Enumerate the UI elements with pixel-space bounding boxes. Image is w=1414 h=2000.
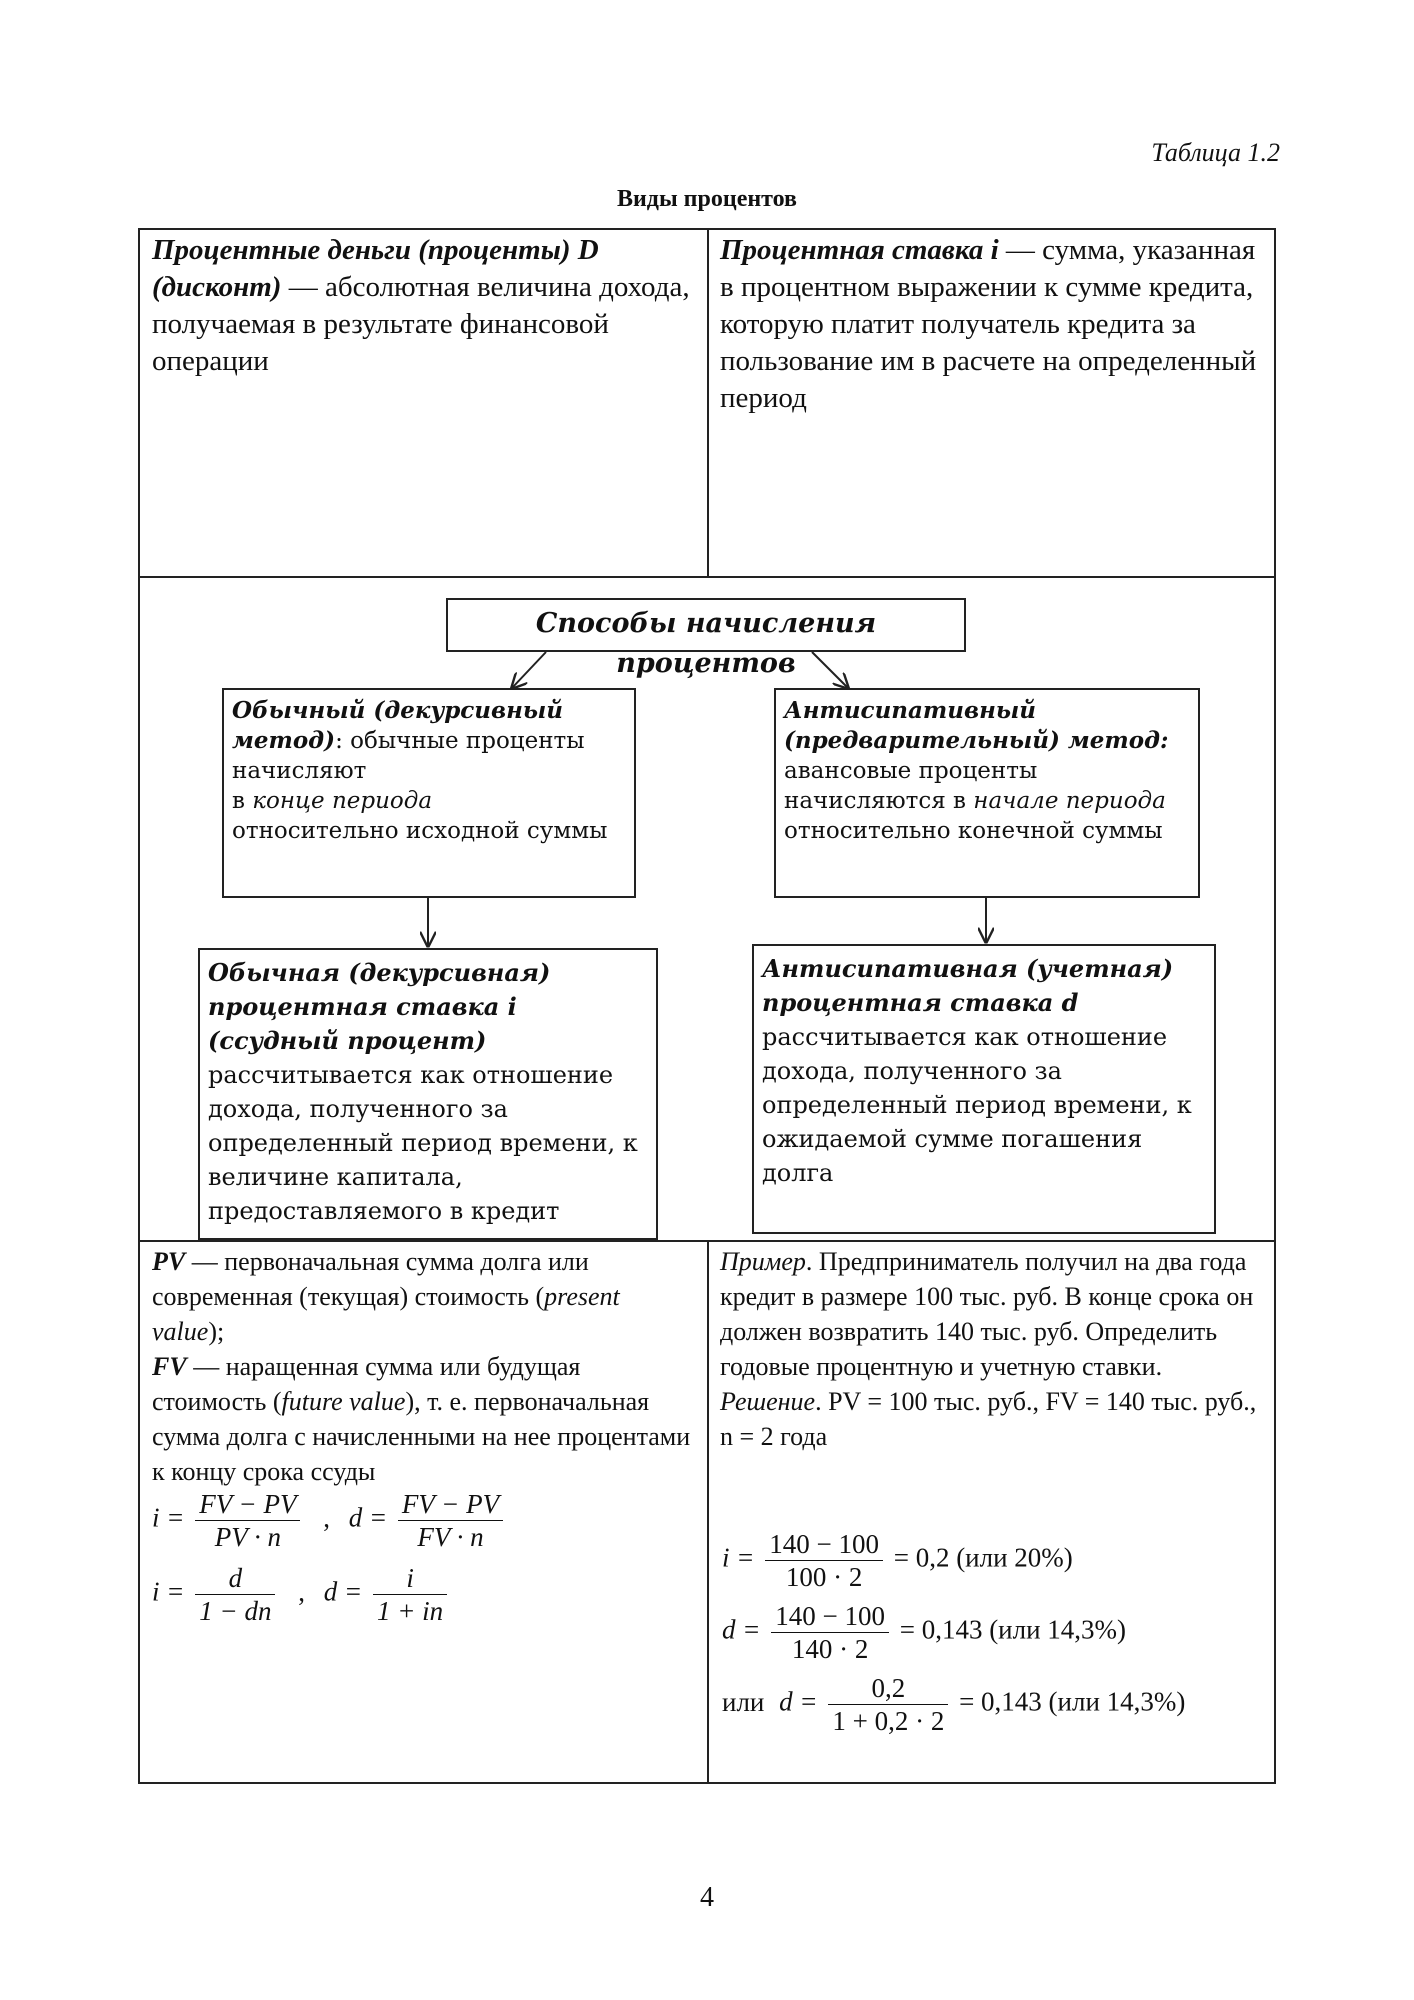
formula-i-fraction (195, 1488, 300, 1553)
box-decursive-method (222, 688, 636, 898)
definition-interest-rate: — сумма, указанная в процентном выражении к сумме кредита, которую платит получатель кредита за пользование им в расчете на определенный период (720, 234, 1257, 414)
result-row-1 (722, 1528, 1073, 1593)
anticipative-method-text-3: относительно конечной суммы (784, 818, 1163, 844)
decursive-method-head: Обычный (декурсивный метод) (232, 697, 564, 754)
anticipative-method-head: Антисипативный (предварительный) метод: (784, 697, 1169, 754)
root-methods-box (446, 598, 966, 679)
term-pv: PV (152, 1247, 186, 1276)
fv-text: — наращенная сумма или будущая стоимость ( (152, 1352, 581, 1416)
definition-interest-money: — абсолютная величина дохода, получаемая в результате финансовой операции (152, 271, 690, 377)
formula-i-from-d-lhs: i = (152, 1576, 185, 1607)
fv-end: ), т. е. первоначальная сумма долга с начисленными на нее процентами к концу срока ссуды (152, 1387, 691, 1486)
box-decursive-rate (198, 948, 658, 1240)
example-label: Пример (720, 1247, 806, 1276)
root-methods-label: Способы начисления процентов (535, 608, 877, 679)
anticipative-rate-head-2: процентная ставка d (762, 988, 1079, 1017)
result-i-denominator: 100 · 2 (785, 1562, 863, 1592)
table-title: Виды процентов (616, 186, 798, 212)
result-row-2 (722, 1600, 1126, 1665)
anticipative-rate-head-1: Антисипативная (учетная) (762, 954, 1174, 983)
formula-i-denominator: PV · n (214, 1522, 281, 1552)
decursive-rate-head: Обычная (декурсивная) процентная ставка i (ссудный процент) (208, 958, 551, 1055)
result-alt-prefix: или (722, 1686, 765, 1717)
formula-d-from-i-denominator: 1 + in (376, 1596, 444, 1626)
anticipative-method-text-1: авансовые проценты начисляются в (784, 758, 1038, 814)
anticipative-method-period: начале периода (973, 788, 1166, 814)
formula-i-lhs: i = (152, 1502, 185, 1533)
formula-row-2 (152, 1562, 451, 1627)
result-d-numerator: 140 − 100 (771, 1600, 889, 1633)
pv-end: ); (208, 1317, 225, 1346)
formula-i-from-d-denominator: 1 − dn (199, 1596, 272, 1626)
result-alt-numerator: 0,2 (828, 1672, 948, 1705)
result-i-numerator: 140 − 100 (765, 1528, 883, 1561)
formula-d-fraction (398, 1488, 503, 1553)
page-number: 4 (700, 1882, 714, 1913)
table-caption: Таблица 1.2 (1151, 138, 1280, 167)
cell-definitions (152, 1244, 697, 1489)
box-anticipative-rate (752, 944, 1216, 1234)
formula-d-from-i-fraction (373, 1562, 447, 1627)
arrow-root-to-left (512, 652, 546, 688)
example-text: . Предприниматель получил на два года кредит в размере 100 тыс. руб. В конце срока он должен возвратить 140 тыс. руб. Определить годовые процентную и учетную ставки. (720, 1247, 1254, 1381)
result-alt-value: = 0,143 (или 14,3%) (959, 1686, 1186, 1717)
decursive-method-text-1: : обычные проценты начисляют (232, 728, 585, 784)
result-i-value: = 0,2 (или 20%) (893, 1542, 1073, 1573)
result-alt-denominator: 1 + 0,2 · 2 (832, 1706, 945, 1736)
decursive-method-text-2: в (232, 788, 253, 814)
term-interest-money: Процентные деньги (проценты) D (дисконт) (152, 234, 599, 303)
decursive-method-text-4: относительно исходной суммы (232, 818, 608, 844)
result-d-lhs: d = (722, 1614, 761, 1645)
solution-label: Решение (720, 1387, 816, 1416)
formula-d-lhs: d = (348, 1502, 388, 1533)
decursive-rate-text: рассчитывается как отношение дохода, полученного за определенный период времени, к величине капитала, предоставляемого в кредит (208, 1061, 638, 1225)
arrow-root-to-right (812, 652, 848, 688)
fv-english: future value (281, 1387, 406, 1416)
formula-d-denominator: FV · n (417, 1522, 484, 1552)
formula-d-from-i-numerator: i (373, 1562, 447, 1595)
term-interest-rate: Процентная ставка i (720, 234, 999, 266)
box-anticipative-method (774, 688, 1200, 898)
decursive-method-period: конце периода (252, 788, 433, 814)
result-d-value: = 0,143 (или 14,3%) (899, 1614, 1127, 1645)
formula-i-from-d-fraction (195, 1562, 275, 1627)
pv-text: — первоначальная сумма долга или современная (текущая) стоимость ( (152, 1247, 589, 1311)
formula-separator: , (323, 1502, 330, 1533)
result-alt-lhs: d = (779, 1686, 818, 1717)
solution-text: . PV = 100 тыс. руб., FV = 140 тыс. руб., n = 2 года (720, 1387, 1257, 1451)
term-fv: FV (152, 1352, 187, 1381)
formula-d-numerator: FV − PV (398, 1488, 503, 1521)
formula-row-1 (152, 1488, 507, 1553)
formula-separator-2: , (298, 1576, 305, 1607)
result-i-lhs: i = (722, 1542, 755, 1573)
pv-english: present value (152, 1282, 620, 1346)
formula-d-from-i-lhs: d = (323, 1576, 363, 1607)
result-alt-fraction (828, 1672, 948, 1737)
result-d-fraction (771, 1600, 889, 1665)
anticipative-rate-text: рассчитывается как отношение дохода, полученного за определенный период времени, к ожидаемой сумме погашения долга (762, 1023, 1192, 1187)
result-row-3 (722, 1672, 1185, 1737)
cell-example (720, 1244, 1265, 1454)
formula-i-numerator: FV − PV (195, 1488, 300, 1521)
result-i-fraction (765, 1528, 883, 1593)
result-d-denominator: 140 · 2 (791, 1634, 869, 1664)
formula-i-from-d-numerator: d (195, 1562, 275, 1595)
